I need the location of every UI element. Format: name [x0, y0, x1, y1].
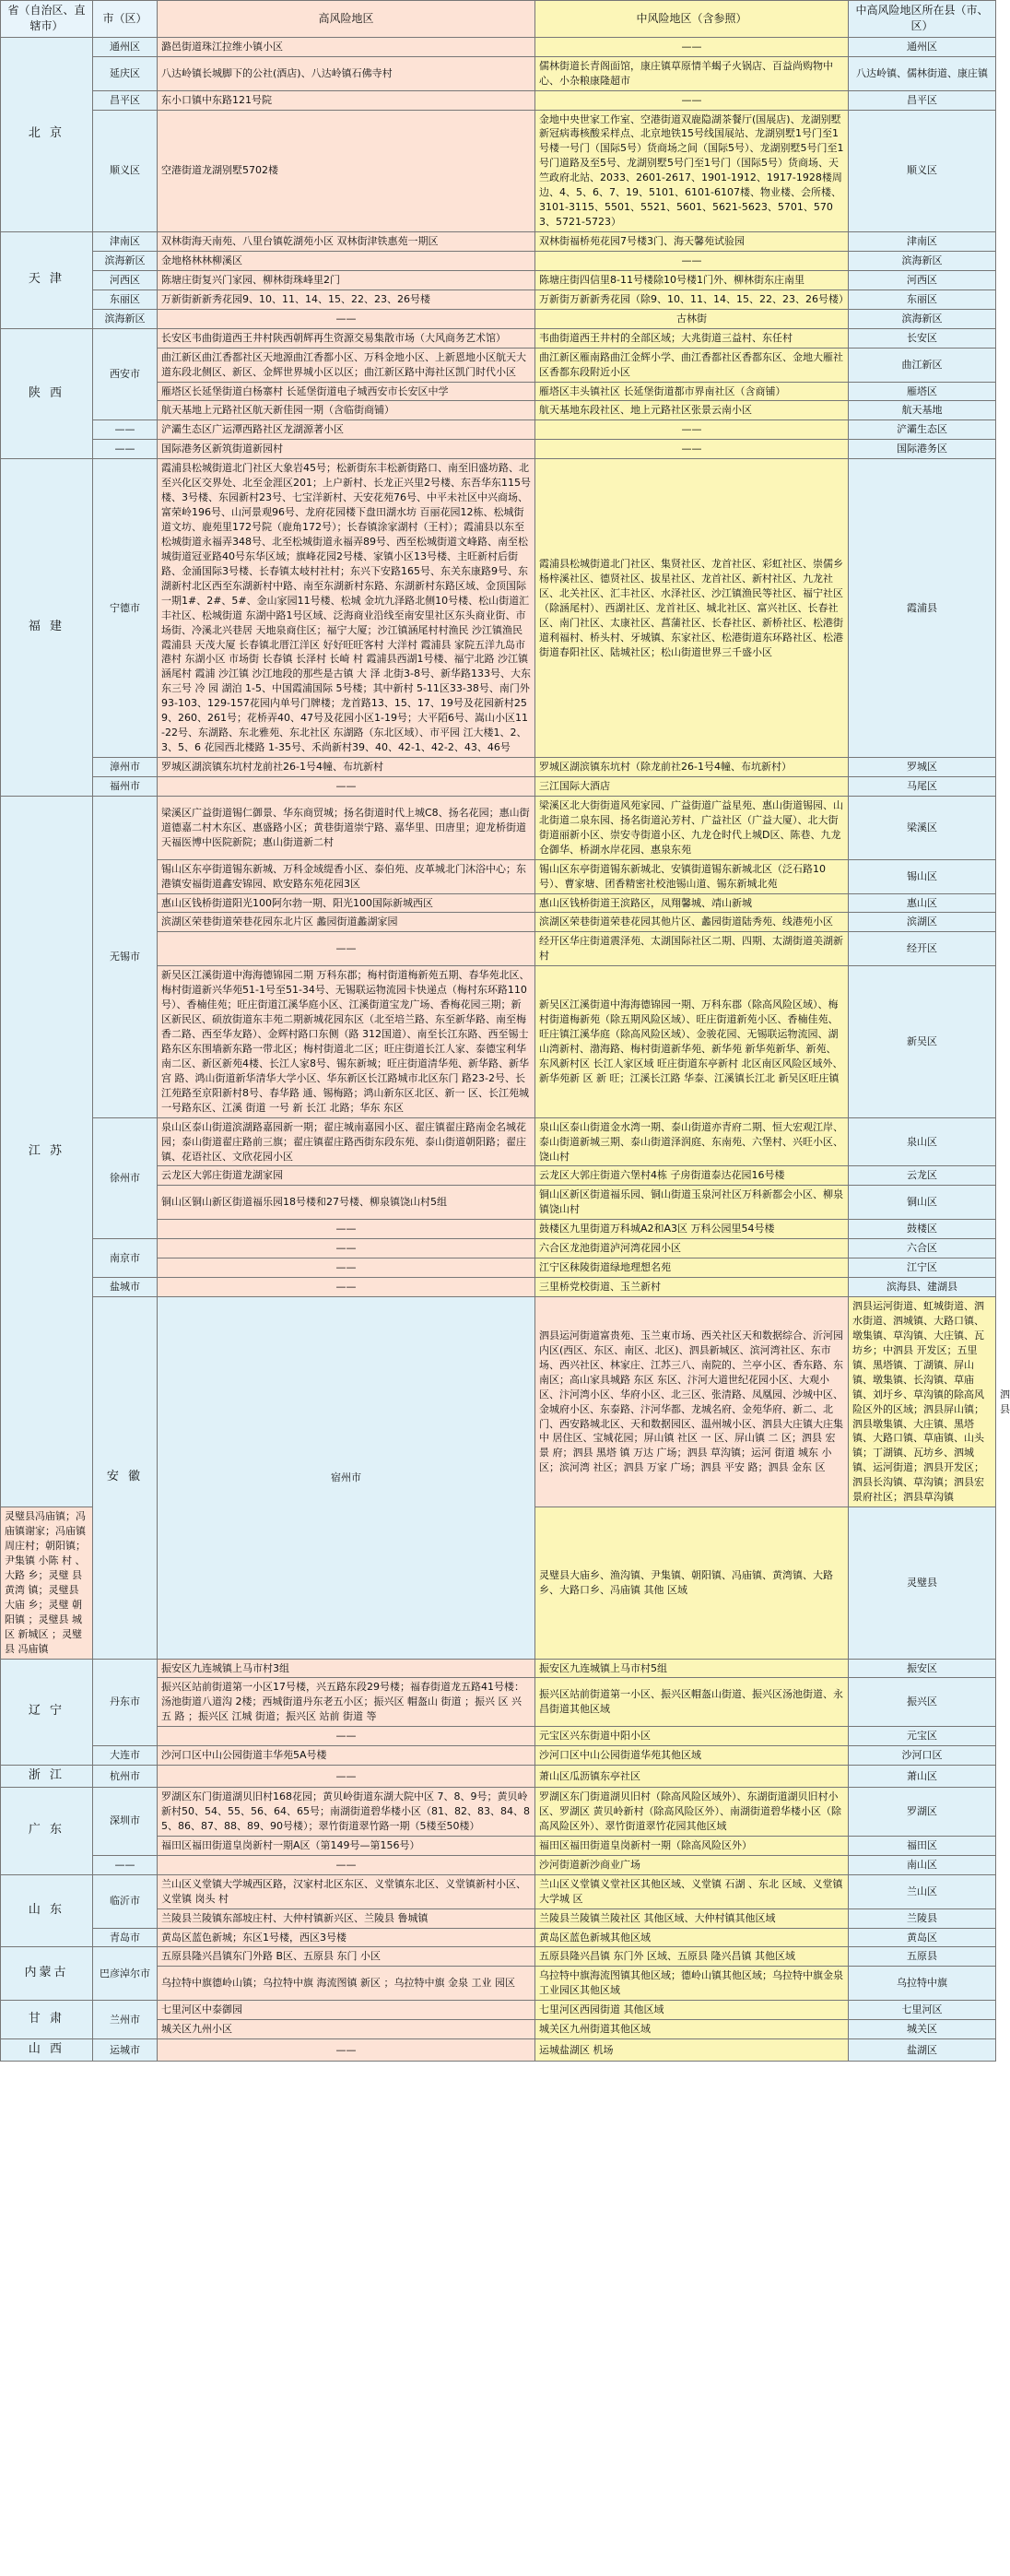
mid-risk-cell: 儒林街道长青阁面馆，康庄镇草原情羊蝎子火锅店、百益尚购物中心、小杂粮康隆超市: [535, 56, 849, 90]
county-cell: 六合区: [849, 1239, 996, 1258]
table-row: [1, 1117, 996, 1166]
county-cell: 盐湖区: [849, 2039, 996, 2062]
county-cell: 灵璧县: [849, 1507, 996, 1659]
county-cell: 经开区: [849, 932, 996, 966]
header-row: [1, 1, 996, 38]
high-risk-cell: ——: [158, 2039, 535, 2062]
table-row: [1, 2039, 996, 2062]
table-row: [1, 1239, 996, 1258]
header-mid-risk: 中风险地区（含参照）: [535, 1, 849, 38]
table-row: [1, 758, 996, 777]
mid-risk-cell: 航天基地东段社区、地上元路社区张景云南小区: [535, 401, 849, 420]
mid-risk-cell: ——: [535, 37, 849, 56]
mid-risk-cell: 运城盐湖区 机场: [535, 2039, 849, 2062]
mid-risk-cell: 罗湖区东门街道湖贝旧村（除高风险区域外）、东湖街道湖贝旧村小区、罗湖区 黄贝岭新村（除高风险区外）、南湖街道碧华楼小区（除高风险区外）、翠竹街道翠竹花园其他区域: [535, 1788, 849, 1837]
county-cell: 云龙区: [849, 1166, 996, 1186]
high-risk-cell: 兰山区义堂镇大学城西区路，汉家村北区东区、义堂镇东北区、义堂镇新村小区、义堂镇 岗头 村: [158, 1874, 535, 1908]
table-row: [1, 232, 996, 252]
county-cell: 航天基地: [849, 401, 996, 420]
high-risk-cell: ——: [158, 932, 535, 966]
county-cell: 振兴区: [849, 1678, 996, 1727]
table-row: [1, 1788, 996, 1837]
mid-risk-cell: 三江国际大酒店: [535, 776, 849, 796]
high-risk-cell: ——: [158, 309, 535, 328]
mid-risk-cell: 沙河口区中山公园街道华苑其他区域: [535, 1746, 849, 1766]
high-risk-cell: 霞浦县松城街道北门社区大象岩45号；松新街东丰松新街路口、南至旧盛坊路、北至兴化区交界处、北至金涯区201；上户新村、长龙正兴里2号楼、东吾华东115号楼、3号楼、东园新村23号、七宝洋新村、天安花苑76号、中平未社区中兴商场、富荣岭196号、山河景观96号、龙府花园楼下盘田湖水坊 百丽花园12栋、松城街道文坊、鹿苑里172号院（鹿角172号）；长春镇涂家湖村（王村）；霞浦县以东至松城街道永福弄348号、北至松城街道永福弄89号、西至松城街道文峰路、南至松城街道冠亚路40号东华区域；旗峰花园2号楼、家镇小区13号楼、主旺新村后街路、金涌国际3号楼、长春镇太岐村社村；东兴下安路165号、东关东康路9号、东湖新村北区西至东湖新村中路、南至东湖新村东路、东湖新村东路区域、金顶国际一期1#、2#、5#、金山家园11号楼、松城 金坑九泽路北侧10号楼、松山街道汇丰社区、松城街道 东湖中路1号区域、泛海商业沿线至南安里社区东头商业街、市场街、冷溪北兴巷居 天地泉商住区；福宁大厦；沙江镇涵尾村村渔民 沙江镇渔民 霞浦县 天茂大厦 长春镇北厝江洋区 好好旺旺客村 大洋村 霞浦县 家院五洋九岛市 港村 东湖小区 市场街 长春镇 长泽村 长崎 村 霞浦县西湖1号楼、福宁北路 沙江镇 涵尾村 霞浦 沙江镇 沙江地段的那些是古镇 大 泽 北街3-8号、新华路133号、大东东三号 冷 园 湖泊 1-5、中国霞浦国际 5号楼；其中新村 5-11区33-38号、南门外93-103、129-157花园内单号门牌楼；龙首路13、15、17、19号及花园新村259、260、261号；花桥弄40、47号及花园小区1-19号；大平陌6号、嵩山小区11-22号、东湖路、东北雅苑、东北社区 东湖路（东北区域）、市平园 江大楼1、2、3、5、6 花园西北楼路 1-35号、禾尚新村39、40、42-1、42-2、43、46号: [158, 459, 535, 758]
county-cell: 滨湖区: [849, 913, 996, 932]
province-cell: 浙 江: [1, 1766, 93, 1788]
city-cell: 通州区: [93, 37, 158, 56]
table-row: [1, 270, 996, 290]
city-cell: 河西区: [93, 270, 158, 290]
high-risk-cell: ——: [158, 776, 535, 796]
table-row: [1, 776, 996, 796]
mid-risk-cell: ——: [535, 251, 849, 270]
mid-risk-cell: 江宁区秣陵街道绿地理想名苑: [535, 1258, 849, 1278]
high-risk-cell: 雁塔区长延堡街道白杨寨村 长延堡街道电子城西安市长安区中学: [158, 382, 535, 401]
high-risk-cell: ——: [158, 1258, 535, 1278]
mid-risk-cell: ——: [535, 440, 849, 459]
high-risk-cell: 五原县隆兴昌镇东门外路 B区、五原县 东门 小区: [158, 1947, 535, 1967]
province-cell: 安 徽: [93, 1297, 158, 1660]
table-row: [1, 1746, 996, 1766]
mid-risk-cell: 振兴区站前街道第一小区、振兴区帽盔山街道、振兴区汤池街道、永昌街道其他区域: [535, 1678, 849, 1727]
high-risk-cell: 灵璧县冯庙镇；冯庙镇谢家；冯庙镇周庄村；朝阳镇；尹集镇 小陈 村 、大路 乡；灵璧 县 黄湾 镇；灵璧县 大庙 乡；灵璧 朝阳镇 ；灵璧县 城区 新城区 ；灵璧县 冯庙镇: [1, 1507, 93, 1659]
table-row: [1, 1928, 996, 1947]
table-row: [1, 328, 996, 348]
county-cell: 浐灞生态区: [849, 420, 996, 440]
city-cell: 青岛市: [93, 1928, 158, 1947]
high-risk-cell: 云龙区大郭庄街道龙湖家园: [158, 1166, 535, 1186]
high-risk-cell: 东小口镇中东路121号院: [158, 90, 535, 110]
high-risk-cell: 金地格林林柳溪区: [158, 251, 535, 270]
mid-risk-cell: 双林街福桥苑花园7号楼3门、海天馨苑试验园: [535, 232, 849, 252]
table-row: [1, 110, 996, 232]
high-risk-cell: 长安区韦曲街道西王井村陕西朝辉再生资源交易集散市场（大风商务艺术馆）: [158, 328, 535, 348]
county-cell: 振安区: [849, 1659, 996, 1678]
county-cell: 曲江新区: [849, 348, 996, 382]
high-risk-cell: ——: [158, 1855, 535, 1874]
high-risk-cell: 惠山区钱桥街道阳光100阿尔勃一期、阳光100国际新城西区: [158, 893, 535, 913]
high-risk-cell: 双林街海天南苑、八里台镇乾湖苑小区 双林街津铁惠苑一期区: [158, 232, 535, 252]
high-risk-cell: 兰陵县兰陵镇东部坡庄村、大仲村镇新兴区、兰陵县 鲁城镇: [158, 1908, 535, 1928]
table-row: [1, 1947, 996, 1967]
high-risk-cell: 航天基地上元路社区航天新佳园一期（含临街商铺）: [158, 401, 535, 420]
mid-risk-cell: 泗县运河街道、虹城街道、泗水街道、泗城镇、大路口镇、墩集镇、草沟镇、大庄镇、瓦坊乡；中泗县 开发区；五里镇、黑塔镇、丁湖镇、屏山镇、墩集镇、长沟镇、草庙镇、刘圩乡、草沟镇的除高风险区外的区域；泗县屏山镇；泗县墩集镇、大庄镇、黑塔镇、大路口镇、草庙镇、山头镇；丁湖镇、瓦坊乡、泗城镇、运河街道；泗县开发区；泗县长沟镇、草沟镇；泗县宏景府社区；泗县草沟镇: [849, 1297, 996, 1507]
mid-risk-cell: 鼓楼区九里街道万科城A2和A3区 万科公园里54号楼: [535, 1220, 849, 1239]
county-cell: 霞浦县: [849, 459, 996, 758]
mid-risk-cell: 振安区九连城镇上马市村5组: [535, 1659, 849, 1678]
high-risk-cell: 罗湖区东门街道湖贝旧村168花园；黄贝岭街道东湖大院中区 7、8、9号；黄贝岭新村50、54、55、56、64、65号；南湖街道碧华楼小区（81、82、83、84、85、86、87、88、89、90号楼）；翠竹街道翠竹路一期（5楼至50楼）: [158, 1788, 535, 1837]
high-risk-cell: ——: [158, 1766, 535, 1788]
county-cell: 东丽区: [849, 290, 996, 309]
high-risk-cell: 城关区九州小区: [158, 2020, 535, 2039]
city-cell: 延庆区: [93, 56, 158, 90]
mid-risk-cell: ——: [535, 90, 849, 110]
high-risk-cell: 泗县运河街道富贵苑、玉兰東市场、西关社区天和数据综合、沂河园内区(西区、东区、南区、北区)、泗县新城区、滨河湾社区、东市场、西兴社区、林家庄、江苏三八、南院的、兰亭小区、香东路、东南区；高山家具城路 东区 东区、汴河大道世纪花园小区、大观小区、汴河湾小区、华府小区、北三区、张清路、凤凰园、沙城中区、金城府小区、东泰路、汴河华都、龙城名府、金苑华府、新二、北门、西安路城北区、天和数据园区、温州城小区、泗县大庄镇大庄集中 居住区、宝城花园；屏山镇 社区 一 区、屏山镇 二 区；泗县 宏景 府；泗县 黑塔 镇 万达 广场；泗县 草沟镇；运河 街道 城东 小区；滨河湾 社区；泗县 万家 广场；泗县 平安 路；泗县 金东 区: [535, 1297, 849, 1507]
county-cell: 南山区: [849, 1855, 996, 1874]
mid-risk-cell: 曲江新区雁南路曲江金辉小学、曲江香都社区香都东区、金地大雁社区香都东段附近小区: [535, 348, 849, 382]
county-cell: 城关区: [849, 2020, 996, 2039]
city-cell: 徐州市: [93, 1117, 158, 1239]
table-body: [1, 37, 1010, 2061]
province-cell: 辽 宁: [1, 1659, 93, 1766]
mid-risk-cell: 云龙区大郭庄街道六堡村4栋 子房街道泰达花园16号楼: [535, 1166, 849, 1186]
table-row: 安 徽 宿州市 泗县运河街道富贵苑、玉兰東市场、西关社区天和数据综合、沂河园内区(西区、东区、南区、北区)、泗县新城区、滨河湾社区、东市场、西兴社区、林家庄、江苏三八、南院的、兰亭小区、香东路、东南区；高山家具城路 东区 东区、汴河大道世纪花园小区、大观小区、汴河湾小区、华府小区、北三区、张清路、凤凰园、沙城中区、金城府小区、东泰路、汴河华都、龙城名府、金苑华府、新二、北门、西安路城北区、天和数据园区、温州城小区、泗县大庄镇大庄集中 居住区、宝城花园；屏山镇 社区 一 区、屏山镇 二 区；泗县 宏景 府；泗县 黑塔 镇 万达 广场；泗县 草沟镇；运河 街道 城东 小区；滨河湾 社区；泗县 万家 广场；泗县 平安 路；泗县 金东 区 泗县运河街道、虹城街道、泗水街道、泗城镇、大路口镇、墩集镇、草沟镇、大庄镇、瓦坊乡；中泗县 开发区；五里镇、黑塔镇、丁湖镇、屏山镇、墩集镇、长沟镇、草庙镇、刘圩乡、草沟镇的除高风险区外的区域；泗县屏山镇；泗县墩集镇、大庄镇、黑塔镇、大路口镇、草庙镇、山头镇；丁湖镇、瓦坊乡、泗城镇、运河街道；泗县开发区；泗县长沟镇、草沟镇；泗县宏景府社区；泗县草沟镇 泗县: [1, 1297, 996, 1507]
high-risk-cell: ——: [158, 1278, 535, 1297]
county-cell: 元宝区: [849, 1727, 996, 1746]
county-cell: 铜山区: [849, 1186, 996, 1220]
county-cell: 萧山区: [849, 1766, 996, 1788]
high-risk-cell: 乌拉特中旗德岭山镇；乌拉特中旗 海流图镇 新区 ；乌拉特中旗 金泉 工业 园区: [158, 1967, 535, 2001]
county-cell: 五原县: [849, 1947, 996, 1967]
mid-risk-cell: 六合区龙池街道泸河湾花园小区: [535, 1239, 849, 1258]
county-cell: 马尾区: [849, 776, 996, 796]
high-risk-cell: 七里河区中泰御园: [158, 2001, 535, 2020]
high-risk-cell: 福田区福田街道皇岗新村一期A区（第149号—第156号）: [158, 1836, 535, 1855]
header-high-risk: 高风险地区: [158, 1, 535, 38]
city-cell: 宁德市: [93, 459, 158, 758]
county-cell: 江宁区: [849, 1258, 996, 1278]
mid-risk-cell: 泉山区泰山街道金水湾一期、泰山街道亦青府二期、恒大宏观江岸、泰山街道新城三期、泰山街道泽润庭、东南苑、六堡村、兴旺小区、饶山村: [535, 1117, 849, 1166]
mid-risk-cell: ——: [535, 420, 849, 440]
province-cell: 福 建: [1, 459, 93, 797]
mid-risk-cell: 七里河区西园街道 其他区域: [535, 2001, 849, 2020]
city-cell: 巴彦淖尔市: [93, 1947, 158, 2001]
city-cell: 大连市: [93, 1746, 158, 1766]
county-cell: 新吴区: [849, 966, 996, 1117]
county-cell: 七里河区: [849, 2001, 996, 2020]
province-cell: 陕 西: [1, 328, 93, 459]
high-risk-cell: 振安区九连城镇上马市村3组: [158, 1659, 535, 1678]
mid-risk-cell: 霞浦县松城街道北门社区、集贤社区、龙首社区、彩虹社区、崇儒乡杨梓溪社区、德贤社区、拔星社区、龙首社区、新村社区、九龙社区、北关社区、汇丰社区、水泽社区、沙江镇渔民等社区、福宁社区（除涵尾村）、西湖社区、龙首社区、城北社区、富兴社区、长春社区、南门社区、太康社区、菖蒲社区、长春社区、新桥社区、松港街道利福村、桥头村、牙城镇、东家社区、松港街道东环路社区、松港街道春阳社区、陆城社区；松山街道世界三千盛小区: [535, 459, 849, 758]
county-cell: 兰陵县: [849, 1908, 996, 1928]
mid-risk-cell: 灵璧县大庙乡、渔沟镇、尹集镇、朝阳镇、冯庙镇、黄湾镇、大路乡、大路口乡、冯庙镇 其他 区域: [535, 1507, 849, 1659]
header-city: 市（区）: [93, 1, 158, 38]
mid-risk-cell: 铜山区新区街道福乐园、铜山街道玉泉河社区万科新都会小区、柳泉镇饶山村: [535, 1186, 849, 1220]
county-cell: 福田区: [849, 1836, 996, 1855]
county-cell: 兰山区: [849, 1874, 996, 1908]
mid-risk-cell: 五原县隆兴昌镇 东门外 区域、五原县 隆兴昌镇 其他区域: [535, 1947, 849, 1967]
city-cell: 宿州市: [158, 1297, 535, 1660]
table-row: [1, 2001, 996, 2020]
mid-risk-cell: 梁溪区北大街街道风苑家园、广益街道广益星苑、惠山街道锡园、山北街道二泉东园、扬名街道沁芳村、广益社区（广益大厦）、北大街街道丽新小区、崇安寺街道小区、九龙仓时代上城D区、陈巷、九龙仓御华、桥湖水岸花园、惠泉东苑: [535, 796, 849, 859]
high-risk-cell: 新吴区江溪街道中海海德锦园二期 万科东郡；梅村街道梅新苑五期、春华苑北区、梅村街道新兴华苑51-1号至51-34号、无锡联运物流园卡快递点（梅村东环路110号）、香楠佳苑；旺庄街道江溪华庭小区、江溪街道宝龙广场、香梅花园三期；新区新民区、硕放街道东丰苑二期新城花园东区（北至培兰路、东至新华路、南至梅香二路、西至华友路）、金辉村路口东侧（路 312国道）、南至长江东路、西至锡士路东区东围墙新东路一带北区；梅村街道北二区；旺庄街道长江人家、泰德宝利华南二区、新区新苑4楼、长江人家8号、锡东新城；旺庄街道清华苑、新华路、新华宫 路、鸿山街道新华清华大学小区、华东新区长江路城市北区东门 路23-2号、长江苑路至京阳新村8号、春华路 通、锡梅路；鸿山新东区北区、新一 区、长江苑城一号路东区、江溪 街道 一号 新 长江 北路；华东 东区: [158, 966, 535, 1117]
city-cell: 津南区: [93, 232, 158, 252]
table-row: [1, 309, 996, 328]
high-risk-cell: 空港街道龙湖别墅5702楼: [158, 110, 535, 232]
high-risk-cell: 陈塘庄街复兴门家园、柳林街珠峰里2门: [158, 270, 535, 290]
county-cell: 泉山区: [849, 1117, 996, 1166]
province-cell: 天 津: [1, 232, 93, 329]
county-cell: 河西区: [849, 270, 996, 290]
city-cell: 无锡市: [93, 796, 158, 1117]
province-cell: 甘 肃: [1, 2001, 93, 2039]
high-risk-cell: 振兴区站前街道第一小区17号楼，兴五路东段29号楼；福春街道龙五路41号楼：汤池街道八道沟 2楼；西城街道丹东老五小区；振兴区 帽盔山 街道 ；振兴 区 兴五 路 ；振兴区 江城 街道；振兴区 站前 街道 等: [158, 1678, 535, 1727]
county-cell: 惠山区: [849, 893, 996, 913]
table-row: [1, 251, 996, 270]
county-cell: 锡山区: [849, 859, 996, 893]
mid-risk-cell: 兰山区义堂镇义堂社区其他区域、义堂镇 石湖 、东北 区域、义堂镇 大学城 区: [535, 1874, 849, 1908]
table-row: [1, 290, 996, 309]
city-cell: 滨海新区: [93, 251, 158, 270]
high-risk-cell: 黄岛区蓝色新城；东区1号楼，西区3号楼: [158, 1928, 535, 1947]
table-row: [1, 1874, 996, 1908]
mid-risk-cell: 沙河街道新沙商业广场: [535, 1855, 849, 1874]
high-risk-cell: 国际港务区新筑街道新园村: [158, 440, 535, 459]
table-row: [1, 56, 996, 90]
mid-risk-cell: 新吴区江溪街道中海海德锦园一期、万科东郡（除高风险区域）、梅村街道梅新苑（除五期风险区域）、旺庄街道新苑小区、香楠佳苑、旺庄镇江溪华庭（除高风险区域）、金骏花园、无锡联运物流园、湖山湾新村、渤海路、梅村街道新华苑、新华苑 新华苑新华、新苑、东风新村区 长江人家区域 旺庄街道东亭新村 北区南区风险区域外、新华苑新 区 新 旺；江溪长江路 华泰、江溪镇长江北 新吴区旺庄镇: [535, 966, 849, 1117]
table-row: [1, 1278, 996, 1297]
mid-risk-cell: 滨湖区荣巷街道荣巷花园其他片区、蠡园街道陆秀苑、线港苑小区: [535, 913, 849, 932]
table-row: [1, 90, 996, 110]
high-risk-cell: 滨湖区荣巷街道荣巷花园东北片区 蠡园街道蠡湖家园: [158, 913, 535, 932]
city-cell: 兰州市: [93, 2001, 158, 2039]
province-cell: 内蒙古: [1, 1947, 93, 2001]
high-risk-cell: 铜山区铜山新区街道福乐园18号楼和27号楼、柳泉镇饶山村5组: [158, 1186, 535, 1220]
table-row: [1, 37, 996, 56]
province-cell: 北 京: [1, 37, 93, 231]
city-cell: 东丽区: [93, 290, 158, 309]
city-cell: 运城市: [93, 2039, 158, 2062]
header-province: 省（自治区、直辖市）: [1, 1, 93, 38]
mid-risk-cell: 罗城区湖滨镇东坑村（除龙前社26-1号4幢、布坑新村）: [535, 758, 849, 777]
table-row: [1, 1855, 996, 1874]
high-risk-cell: 泉山区泰山街道滨湖路嘉园新一期；翟庄城南嘉园小区、翟庄镇翟庄路南金名城花园；泰山街道翟庄路前三旗；翟庄镇翟庄路西街东段东苑、泰山街道朝阳路；翟庄镇、花语社区、文欣花园小区: [158, 1117, 535, 1166]
mid-risk-cell: 萧山区瓜沥镇东亭社区: [535, 1766, 849, 1788]
city-cell: ——: [93, 420, 158, 440]
table-row: [1, 440, 996, 459]
province-cell: 江 苏: [1, 796, 93, 1507]
high-risk-cell: 曲江新区曲江香都社区天地源曲江香都小区、万科金地小区、上新恩地小区航天大道东段北侧区、新区、金辉世界城小区以区；曲江新区路中海社区凯门时代小区: [158, 348, 535, 382]
high-risk-cell: 梁溪区广益街道锡仁御景、华东商贸城；扬名街道时代上城C8、扬名花园；惠山街道德嘉二村木东区、惠盛路小区；黄巷街道崇宁路、嘉华里、田唐里；迎龙桥街道天福医博中医院新院；惠山街道新二村: [158, 796, 535, 859]
city-cell: 西安市: [93, 328, 158, 420]
city-cell: ——: [93, 1855, 158, 1874]
city-cell: 深圳市: [93, 1788, 158, 1856]
city-cell: 昌平区: [93, 90, 158, 110]
table-row: [1, 459, 996, 758]
high-risk-cell: ——: [158, 1727, 535, 1746]
county-cell: 滨海新区: [849, 251, 996, 270]
mid-risk-cell: 城关区九州街道其他区域: [535, 2020, 849, 2039]
mid-risk-cell: 元宝区兴东街道中阳小区: [535, 1727, 849, 1746]
county-cell: 津南区: [849, 232, 996, 252]
table-row: [1, 420, 996, 440]
province-cell: 山 东: [1, 1874, 93, 1947]
high-risk-cell: 万新街新新秀花园9、10、11、14、15、22、23、26号楼: [158, 290, 535, 309]
city-cell: 盐城市: [93, 1278, 158, 1297]
city-cell: 杭州市: [93, 1766, 158, 1788]
mid-risk-cell: 三里桥党校街道、玉兰新村: [535, 1278, 849, 1297]
city-cell: 漳州市: [93, 758, 158, 777]
mid-risk-cell: 福田区福田街道皇岗新村一期（除高风险区外）: [535, 1836, 849, 1855]
city-cell: ——: [93, 440, 158, 459]
county-cell: 罗城区: [849, 758, 996, 777]
city-cell: 福州市: [93, 776, 158, 796]
mid-risk-cell: 经开区华庄街道震泽苑、太湖国际社区二期、四期、太湖街道美湖新村: [535, 932, 849, 966]
high-risk-cell: 潞邑街道珠江拉维小镇小区: [158, 37, 535, 56]
province-cell: 山 西: [1, 2039, 93, 2062]
province-cell: 广 东: [1, 1788, 93, 1875]
city-cell: 丹东市: [93, 1659, 158, 1746]
high-risk-cell: 沙河口区中山公园街道丰华苑5A号楼: [158, 1746, 535, 1766]
city-cell: 滨海新区: [93, 309, 158, 328]
mid-risk-cell: 兰陵县兰陵镇兰陵社区 其他区域、大仲村镇其他区域: [535, 1908, 849, 1928]
mid-risk-cell: 万新街万新新秀花园（除9、10、11、14、15、22、23、26号楼）: [535, 290, 849, 309]
mid-risk-cell: 黄岛区蓝色新城其他区域: [535, 1928, 849, 1947]
county-cell: 黄岛区: [849, 1928, 996, 1947]
city-cell: 南京市: [93, 1239, 158, 1278]
city-cell: 顺义区: [93, 110, 158, 232]
county-cell: 罗湖区: [849, 1788, 996, 1837]
county-cell: 昌平区: [849, 90, 996, 110]
mid-risk-cell: 惠山区钱桥街道王滨路区，凤翔馨城、靖山新城: [535, 893, 849, 913]
header-county: 中高风险地区所在县（市、区）: [849, 1, 996, 38]
table-row: [1, 1659, 996, 1678]
county-cell: 乌拉特中旗: [849, 1967, 996, 2001]
county-cell: 鼓楼区: [849, 1220, 996, 1239]
mid-risk-cell: 锡山区东亭街道锡东新城北、安镇街道锡东新城北区（泛石路10号）、曹家塘、团香精密社校池锡山道、锡东新城北苑: [535, 859, 849, 893]
county-cell: 顺义区: [849, 110, 996, 232]
county-cell: 通州区: [849, 37, 996, 56]
table-row: [1, 796, 996, 859]
county-cell: 沙河口区: [849, 1746, 996, 1766]
county-cell: 滨海新区: [849, 309, 996, 328]
table-row: [1, 1766, 996, 1788]
county-cell: 长安区: [849, 328, 996, 348]
county-cell: 雁塔区: [849, 382, 996, 401]
county-cell: 八达岭镇、儒林街道、康庄镇: [849, 56, 996, 90]
county-cell: 滨海县、建湖县: [849, 1278, 996, 1297]
mid-risk-cell: 古林街: [535, 309, 849, 328]
high-risk-cell: 锡山区东亭街道锡东新城、万科金域缇香小区、泰伯苑、皮革城北门沐浴中心；东港镇安福街道鑫安锦园、欧安路东苑花园3区: [158, 859, 535, 893]
mid-risk-cell: 金地中央世家工作室、空港街道双鹿隐湖茶餐厅(国展店)、龙湖别墅新冠病毒核酸采样点、北京地铁15号线国展站、龙湖别墅1号门至1号楼一号门（国际5号）货商场之间（国际5号）、龙湖别墅5号门至1号门道路及至5号、龙湖别墅5号门至1号门（国际5号）货商场、天竺政府北站、2033、2601-2617、1901-1912、1917-1928楼周边、4、5、6、7、19、5101、6101-6107楼、物业楼、会所楼、3101-3115、5501、5521、5601、5621-5623、5701、5703、5721-5723）: [535, 110, 849, 232]
high-risk-cell: ——: [158, 1220, 535, 1239]
mid-risk-cell: 乌拉特中旗海流图镇其他区域；德岭山镇其他区域；乌拉特中旗金泉工业园区其他区域: [535, 1967, 849, 2001]
high-risk-cell: 浐灞生态区广运潭西路社区龙湖源著小区: [158, 420, 535, 440]
mid-risk-cell: 韦曲街道西王井村的全部区域；大兆街道三益村、东任村: [535, 328, 849, 348]
high-risk-cell: 八达岭镇长城脚下的公社(酒店)、八达岭镇石佛寺村: [158, 56, 535, 90]
city-cell: 临沂市: [93, 1874, 158, 1928]
high-risk-cell: 罗城区湖滨镇东坑村龙前社26-1号4幢、布坑新村: [158, 758, 535, 777]
mid-risk-cell: 陈塘庄街四信里8-11号楼除10号楼1门外、柳林街东庄南里: [535, 270, 849, 290]
county-cell: 国际港务区: [849, 440, 996, 459]
county-cell: 梁溪区: [849, 796, 996, 859]
high-risk-cell: ——: [158, 1239, 535, 1258]
mid-risk-cell: 雁塔区丰头镇社区 长延堡街道都市界南社区（含商铺）: [535, 382, 849, 401]
